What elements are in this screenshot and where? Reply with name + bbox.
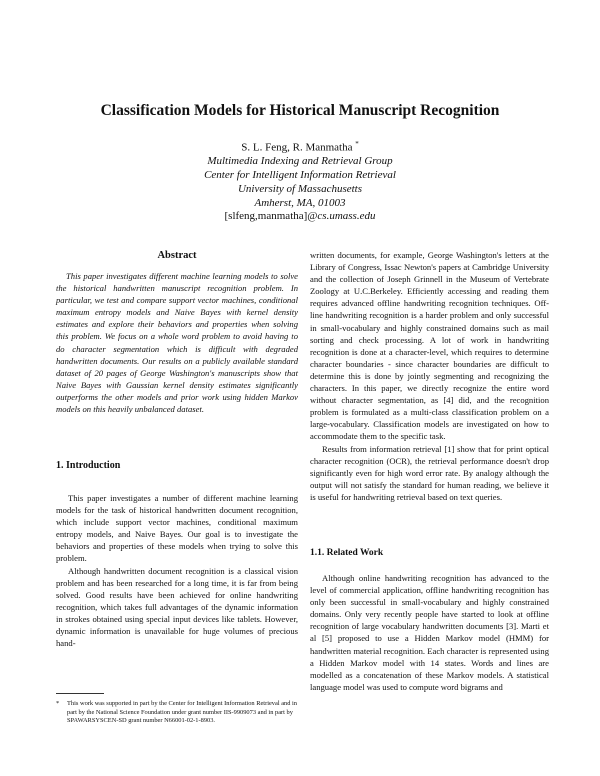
related-work-body xyxy=(310,572,549,693)
affiliation-group: Multimedia Indexing and Retrieval Group xyxy=(207,155,393,167)
author-line xyxy=(0,140,600,154)
introduction-body xyxy=(56,492,298,649)
intro-paragraph-3: Results from information retrieval [1] show that for print optical character recognition (OCR), the retrieval performance doesn't drop significantly even for high word error rate. By analogy although the output will not satisfy the standard for human reading, we believe it is useful for handwriting retrieval based on text queries. xyxy=(310,443,549,502)
right-column-intro xyxy=(310,249,549,503)
related-work-heading: 1.1. Related Work xyxy=(310,548,384,558)
intro-paragraph-1: This paper investigates a number of different machine learning models for the task of historical handwritten document recognition, which include support vector machines, conditional maximum entropy models, and Naive Bayes. Our goal is to investigate the behaviors and properties of these models when trying to solve this problem. xyxy=(56,493,298,564)
footnote xyxy=(56,700,298,726)
email-user: [slfeng,manmatha] xyxy=(224,210,308,222)
affiliation-university: University of Massachusetts xyxy=(237,183,363,195)
related-work-paragraph-1: Although online handwriting recognition has advanced to the level of commercial application, offline handwriting recognition has only been successful in small-vocabulary and highly constrained domains. Only very recently people have started to look at offline recognition of large vocabulary handwritten documents [3]. Marti et al [5] proposed to use a Hidden Markov model (HMM) for handwritten material recognition. Each character is represented using a Hidden Markov model with 14 states. Words and lines are modelled as a concatenation of these Markov models. A statistical language model was used to compute word bigrams and xyxy=(310,573,549,692)
affiliation-center: Center for Intelligent Information Retrieval xyxy=(204,169,396,181)
intro-paragraph-2: Although handwritten document recognition is a classical vision problem and has been researched for a long time, it is far from being solved. Good results have been achieved for online handwriting recognition, which takes full advantages of the dynamic information in strokes obtained using special input devices like tablets. However, dynamic information is unavailable for huge volumes of precious hand- xyxy=(56,565,298,649)
abstract-heading: Abstract xyxy=(157,250,197,261)
footnote-rule xyxy=(56,693,104,694)
introduction-heading: 1. Introduction xyxy=(56,460,121,471)
intro-continued-paragraph: written documents, for example, George Washington's letters at the Library of Congress, Issac Newton's papers at Cambridge University and the collection of Joseph Grinnell in the Museum of Vertebrate Zoology at U.C.Berkeley. Efficiently accessing and reading them requires advanced offline handwriting recognition techniques. Off-line handwriting recognition is a harder problem and only successful in small-vocabulary and highly constrained domains such as mail sorting and check processing. A lot of work in handwriting recognition is done at a character-level, which requires to determine character boundaries - since character boundaries are difficult to determine this is done by jointly segmenting and recognizing the characters. In this paper, we directly recognize the entire word without character segmentation, as [4] did, and the recognition problem is formulated as a multi-class classification problem on a large-vocabulary. Classification models are investigated on how to accommodate them to the specific task. xyxy=(310,250,549,442)
paper-title: Classification Models for Historical Manuscript Recognition xyxy=(100,102,500,119)
email-domain: @cs.umass.edu xyxy=(307,210,376,222)
affiliation-address: Amherst, MA, 01003 xyxy=(254,197,346,209)
author-footnote-mark: * xyxy=(355,140,359,148)
abstract-text: This paper investigates different machine learning models to solve the historical handwritten manuscript recognition problem. In particular, we test and compare support vector machines, conditional maximum entropy models and Naive Bayes with kernel density estimates and explore their behaviors and properties when solving this problem. We focus on a whole word problem to avoid having to do character segmentation which is difficult with degraded handwritten documents. Our results on a publicly available standard dataset of 20 pages of George Washington's manuscripts show that Naive Bayes with Gaussian kernel density estimates significantly outperforms the other models and prior work using hidden Markov models on this heavily unbalanced dataset. xyxy=(56,271,298,415)
authors: S. L. Feng, R. Manmatha xyxy=(241,141,353,154)
author-email xyxy=(0,210,600,222)
footnote-mark: * xyxy=(56,700,60,707)
footnote-text: This work was supported in part by the Center for Intelligent Information Retrieval and in part by the National Science Foundation under grant number IIS-9909073 and in part by SPAWARSYSCEN-SD grant number N66001-02-1-8903. xyxy=(67,700,298,725)
